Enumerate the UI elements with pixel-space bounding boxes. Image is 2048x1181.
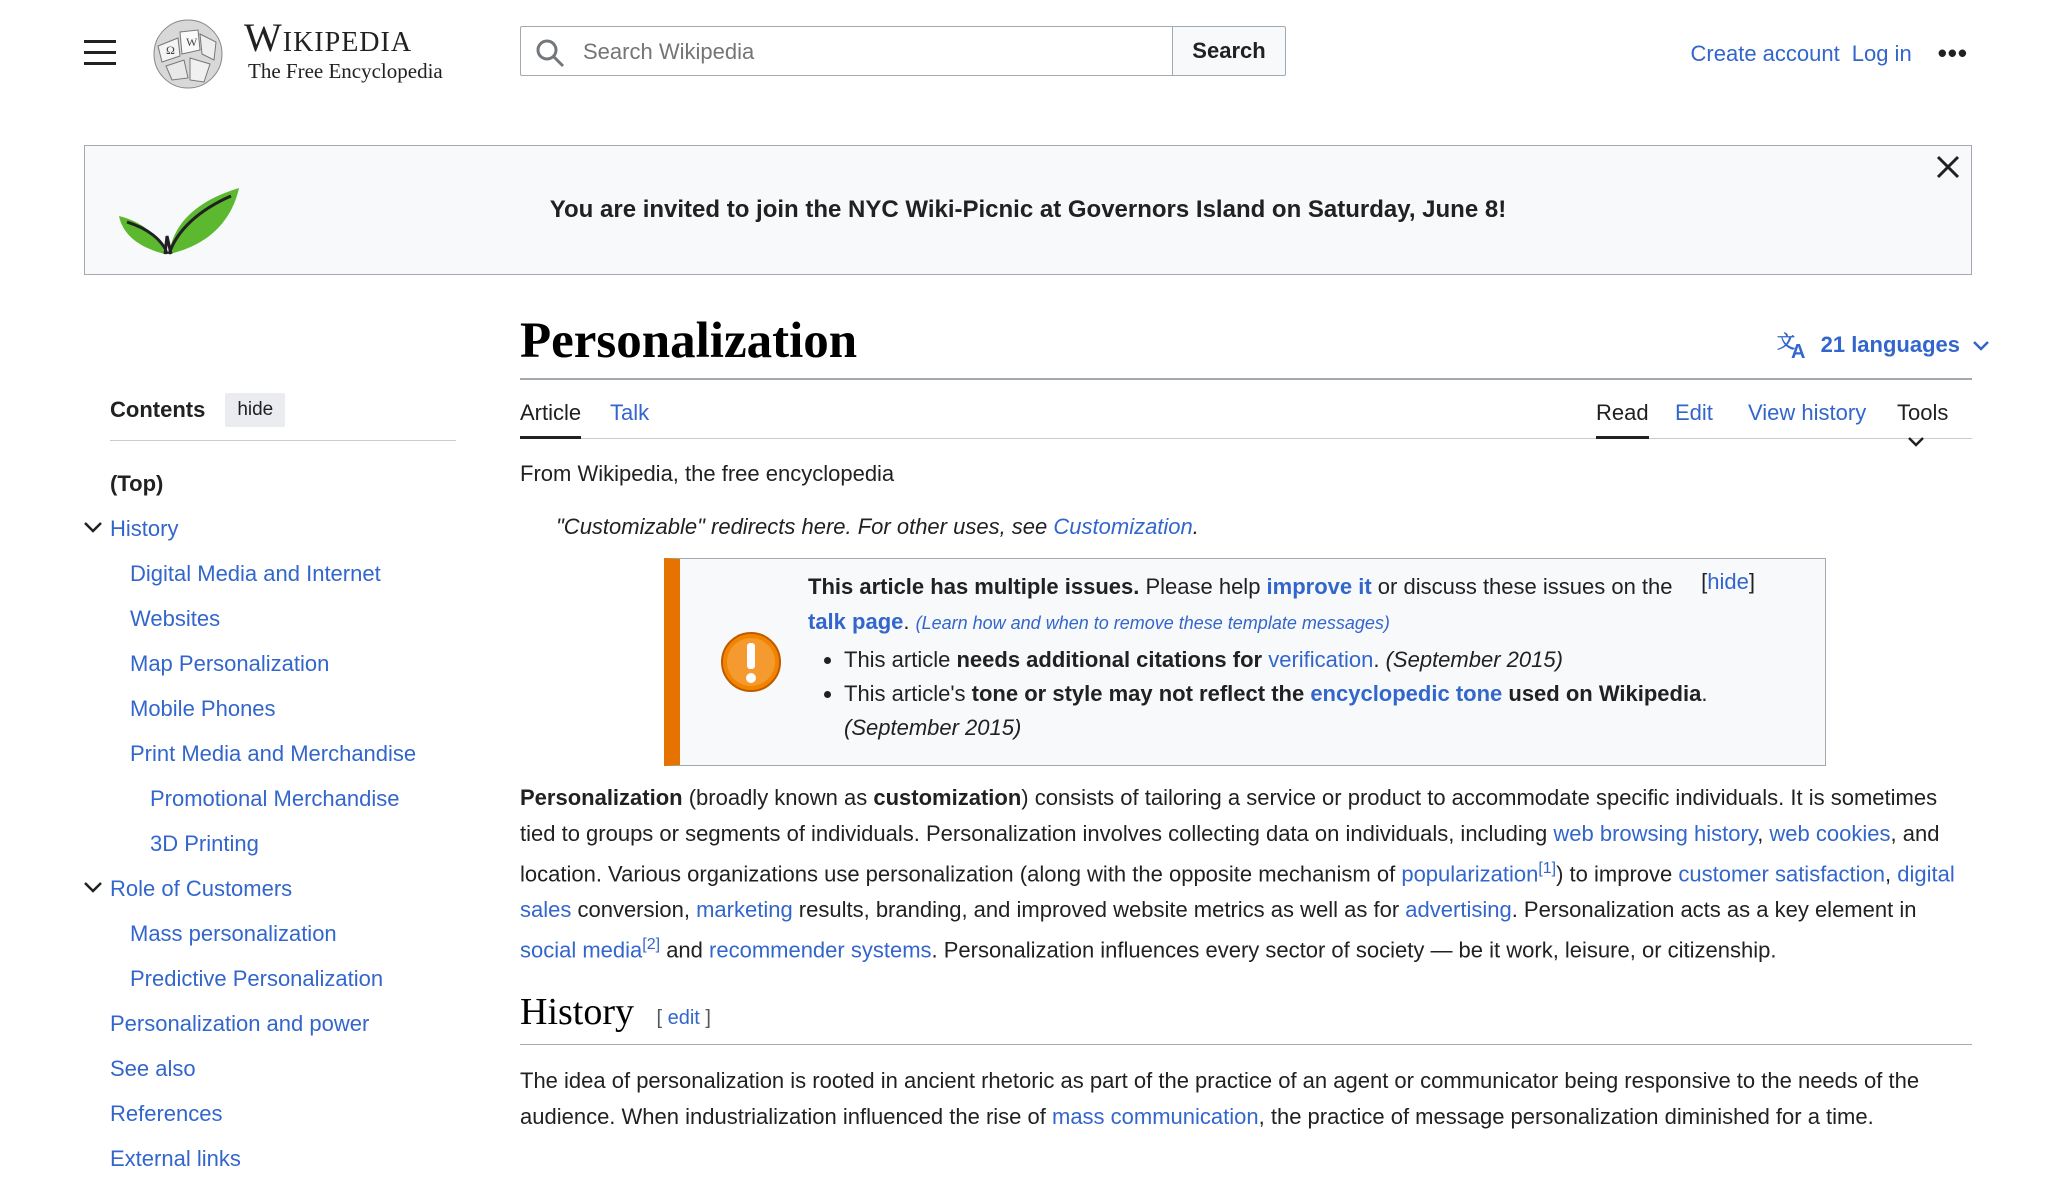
search-button[interactable]: Search	[1172, 26, 1286, 76]
banner-message[interactable]: You are invited to join the NYC Wiki-Picnic at Governors Island on Saturday, June 8!	[549, 196, 1507, 223]
hatnote	[556, 514, 1199, 540]
text: conversion,	[571, 896, 697, 922]
toc-item-history[interactable]	[110, 506, 456, 551]
text: The idea of personalization is rooted in ancient rhetoric as part of the practice of an agent or communicator being responsive to the needs of the audience. When industrialization influenced the rise of	[520, 1068, 1920, 1129]
toc-item-top[interactable]: (Top)	[110, 471, 164, 496]
history-section-heading	[520, 990, 1972, 1045]
toc-item-predictive-personalization[interactable]: Predictive Personalization	[130, 966, 384, 991]
text: and	[660, 937, 710, 963]
toc-item-print-media[interactable]: Print Media and Merchandise	[130, 741, 417, 766]
text: results, branding, and improved website metrics as well as for	[792, 896, 1406, 922]
site-header	[0, 0, 2048, 110]
edit-link[interactable]: edit	[667, 1007, 700, 1029]
text: ) to improve	[1556, 861, 1679, 887]
tab-talk[interactable]: Talk	[610, 400, 650, 425]
customer-satisfaction-link[interactable]: customer satisfaction	[1678, 861, 1886, 887]
languages-label: 21 languages	[1820, 332, 1960, 357]
wordmark-tagline: The Free Encyclopedia	[248, 59, 443, 83]
log-in-link[interactable]: Log in	[1851, 40, 1912, 66]
text: ,	[1757, 820, 1770, 846]
text: ,	[1885, 861, 1898, 887]
tab-view-history[interactable]: View history	[1748, 400, 1867, 425]
talk-page-link[interactable]: talk page	[808, 609, 904, 634]
svg-text:文: 文	[1776, 332, 1795, 353]
issue-bold: used on Wikipedia	[1502, 681, 1702, 706]
social-media-link[interactable]: social media	[520, 937, 643, 963]
tab-tools[interactable]	[1897, 398, 1972, 458]
toc-header	[110, 390, 456, 441]
issue-bold: tone or style may not reflect the	[971, 681, 1311, 706]
search-icon	[535, 38, 565, 68]
toc-item-3d-printing[interactable]: 3D Printing	[150, 831, 259, 856]
issues-list	[808, 643, 1788, 745]
close-icon[interactable]	[1933, 152, 1963, 182]
user-links	[1691, 38, 1968, 69]
issue-text: This article's	[844, 681, 972, 706]
wordmark-title: Wikipedia	[244, 15, 413, 60]
issues-discuss: or discuss these issues on the	[1371, 574, 1673, 599]
toc-item-mass-personalization[interactable]: Mass personalization	[130, 921, 337, 946]
toc-hide-button[interactable]: hide	[225, 393, 285, 427]
term-bold: customization	[873, 785, 1022, 810]
tab-edit[interactable]: Edit	[1675, 400, 1713, 425]
text: . Personalization influences every sector of society — be it work, leisure, or citizenship.	[931, 937, 1777, 963]
more-options-icon[interactable]: •••	[1937, 38, 1968, 68]
hatnote-text: "Customizable" redirects here. For other uses, see	[556, 514, 1054, 539]
encyclopedic-tone-link[interactable]: encyclopedic tone	[1310, 681, 1503, 706]
web-browsing-history-link[interactable]: web browsing history	[1553, 820, 1758, 846]
ref-1-link[interactable]: [1]	[1538, 860, 1557, 877]
mass-communication-link[interactable]: mass communication	[1052, 1103, 1259, 1129]
title-divider	[520, 378, 1972, 380]
ref-2-link[interactable]: [2]	[642, 936, 661, 954]
toc-item-map-personalization[interactable]: Map Personalization	[130, 651, 330, 676]
warning-icon	[720, 631, 782, 693]
lead-paragraph	[520, 780, 1972, 968]
toc-item-label: Role of Customers	[110, 876, 293, 901]
chevron-down-icon[interactable]	[82, 866, 104, 911]
toc-item-promotional-merchandise[interactable]: Promotional Merchandise	[150, 786, 400, 811]
toc-item-mobile-phones[interactable]: Mobile Phones	[130, 696, 276, 721]
learn-how-link[interactable]: (Learn how and when to remove these template messages)	[915, 613, 1390, 633]
wikipedia-globe-logo[interactable]	[148, 16, 228, 92]
toc-item-references[interactable]: References	[110, 1101, 223, 1126]
verification-link[interactable]: verification	[1268, 647, 1374, 672]
issue-text: This article	[844, 647, 957, 672]
toc-item-role-of-customers[interactable]	[110, 866, 456, 911]
history-paragraph	[520, 1063, 1972, 1134]
customization-link[interactable]: Customization	[1053, 514, 1193, 539]
page-tabs	[520, 386, 1972, 439]
toc-item-label: History	[110, 516, 179, 541]
hide-link[interactable]: hide	[1707, 569, 1749, 594]
text: ) consists of tailoring a service or product to accommodate specific individuals. It is sometimes tied to groups or segments of individuals. Personalization involves collecting data on individuals, including	[520, 785, 1938, 846]
term-bold: Personalization	[520, 785, 683, 810]
wikipedia-wordmark[interactable]	[244, 15, 443, 84]
issue-date: (September 2015)	[1385, 647, 1563, 672]
text: . Personalization acts as a key element in	[1511, 896, 1917, 922]
svg-text:A: A	[1790, 341, 1806, 360]
improve-it-link[interactable]: improve it	[1266, 574, 1372, 599]
translate-icon	[1777, 330, 1811, 360]
svg-text:W: W	[186, 35, 198, 49]
site-subtitle: From Wikipedia, the free encyclopedia	[520, 461, 895, 486]
issues-period: .	[903, 609, 916, 634]
issue-item: • This article's tone or style may not reflect the encyclopedic tone used on Wikipedia. (September 2015)	[844, 677, 1788, 745]
search-box	[520, 26, 1172, 76]
toc-item-digital-media[interactable]: Digital Media and Internet	[130, 561, 381, 586]
tab-article[interactable]: Article	[520, 398, 581, 439]
hatnote-end: .	[1192, 514, 1199, 539]
site-notice-banner	[84, 145, 1972, 275]
issue-date: (September 2015)	[844, 715, 1022, 740]
popularization-link[interactable]: popularization	[1401, 861, 1539, 887]
search-input[interactable]	[581, 35, 1155, 69]
text: , and location. Various organizations use personalization (along with the opposite mechanism of	[520, 820, 1940, 887]
issue-bold: needs additional citations for	[956, 647, 1269, 672]
toc-item-websites[interactable]: Websites	[130, 606, 221, 631]
web-cookies-link[interactable]: web cookies	[1769, 820, 1891, 846]
text: , the practice of message personalization diminished for a time.	[1258, 1103, 1874, 1129]
toc-item-external-links[interactable]: External links	[110, 1146, 241, 1171]
chevron-down-icon[interactable]	[82, 506, 104, 551]
chevron-down-icon	[1970, 334, 1992, 356]
toc-item-see-also[interactable]: See also	[110, 1056, 196, 1081]
create-account-link[interactable]: Create account	[1690, 40, 1840, 66]
toc-title: Contents	[110, 397, 206, 422]
language-selector[interactable]	[1777, 330, 1992, 360]
main-menu-button[interactable]	[84, 40, 116, 66]
advertising-link[interactable]: advertising	[1405, 896, 1512, 922]
text: (broadly known as	[682, 785, 874, 810]
svg-text:Ω: Ω	[166, 43, 175, 57]
toc-item-personalization-and-power[interactable]: Personalization and power	[110, 1011, 370, 1036]
edit-section[interactable]: [ edit ]	[656, 1007, 711, 1029]
multiple-issues-box	[664, 558, 1826, 766]
chevron-down-icon	[1905, 432, 1927, 452]
marketing-link[interactable]: marketing	[696, 896, 793, 922]
digital-sales-link[interactable]: digital sales	[520, 861, 1955, 922]
page-title: Personalization	[520, 313, 858, 369]
history-heading: History	[520, 991, 634, 1033]
issues-hide-toggle[interactable]: [hide]	[1701, 569, 1755, 594]
tools-label: Tools	[1897, 400, 1949, 425]
issues-text	[808, 569, 1788, 745]
issues-heading: This article has multiple issues.	[808, 574, 1140, 599]
tab-read[interactable]: Read	[1596, 398, 1649, 439]
issue-item: • This article needs additional citations for verification. (September 2015)	[844, 643, 1788, 677]
recommender-systems-link[interactable]: recommender systems	[709, 937, 932, 963]
issues-help: Please help	[1139, 574, 1267, 599]
table-of-contents	[110, 390, 456, 1181]
